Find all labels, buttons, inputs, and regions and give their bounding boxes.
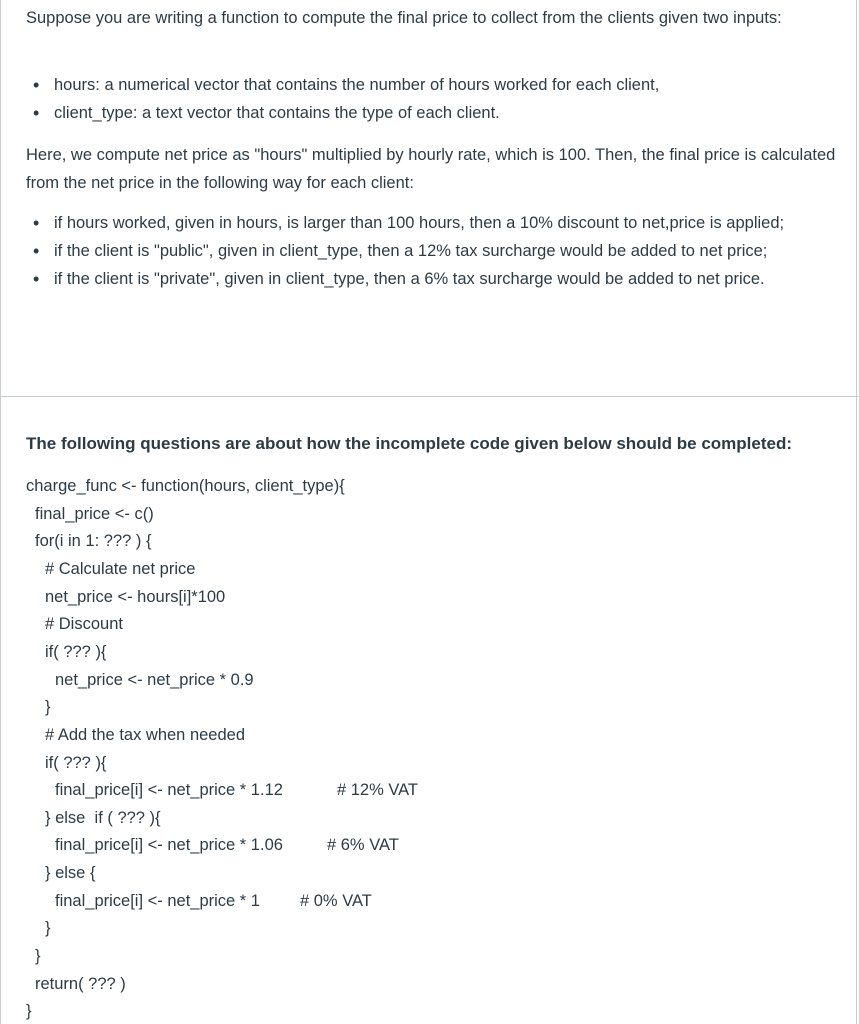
rules-list-block <box>26 209 837 293</box>
intro-paragraph: Suppose you are writing a function to compute the final price to collect from the clients given two inputs: <box>26 9 782 27</box>
code-line: } <box>26 1002 32 1020</box>
code-line: # Discount <box>45 615 123 633</box>
code-line: charge_func <- function(hours, client_type){ <box>26 477 345 495</box>
code-line: } else if ( ??? ){ <box>45 809 161 827</box>
code-line: for(i in 1: ??? ) { <box>35 532 152 550</box>
code-line: final_price[i] <- net_price * 1.06 <box>55 836 283 854</box>
code-line: final_price[i] <- net_price * 1 <box>55 892 260 910</box>
code-line: final_price <- c() <box>35 505 154 523</box>
rule-item-public-tax: • if the client is "public", given in client_type, then a 12% tax surcharge would be added to net price; <box>54 237 837 265</box>
input-item-client-type: • client_type: a text vector that contains the type of each client. <box>54 99 837 127</box>
code-line: final_price[i] <- net_price * 1.12 <box>55 781 283 799</box>
code-line: # Add the tax when needed <box>45 726 245 744</box>
code-line: } <box>45 919 51 937</box>
code-line: } <box>35 947 41 965</box>
rule-item-private-tax: • if the client is "private", given in client_type, then a 6% tax surcharge would be added to net price. <box>54 265 837 293</box>
code-comment-vat0: # 0% VAT <box>300 892 372 910</box>
code-line: if( ??? ){ <box>45 754 107 772</box>
code-line: } <box>45 698 51 716</box>
inputs-list <box>26 71 837 127</box>
rule-item-discount: • if hours worked, given in hours, is larger than 100 hours, then a 10% discount to net,price is applied; <box>54 209 837 237</box>
code-line: net_price <- net_price * 0.9 <box>55 671 254 689</box>
code-section-heading: The following questions are about how the incomplete code given below should be completed: <box>26 434 793 453</box>
intro-block <box>26 4 837 32</box>
input-item-hours: • hours: a numerical vector that contains the number of hours worked for each client, <box>54 71 837 99</box>
computation-block <box>26 141 837 197</box>
code-line: net_price <- hours[i]*100 <box>45 588 226 606</box>
code-line: # Calculate net price <box>45 560 196 578</box>
section-divider <box>0 396 859 397</box>
rules-list <box>26 209 837 293</box>
code-line: } else { <box>45 864 96 882</box>
code-heading-block <box>26 430 837 458</box>
code-line: return( ??? ) <box>35 975 126 993</box>
computation-paragraph: Here, we compute net price as "hours" multiplied by hourly rate, which is 100. Then, the final price is calculated from the net price in the following way for each client: <box>26 146 836 192</box>
code-line: if( ??? ){ <box>45 643 107 661</box>
code-comment-vat6: # 6% VAT <box>327 836 399 854</box>
code-comment-vat12: # 12% VAT <box>337 781 419 799</box>
inputs-list-block <box>26 71 837 127</box>
